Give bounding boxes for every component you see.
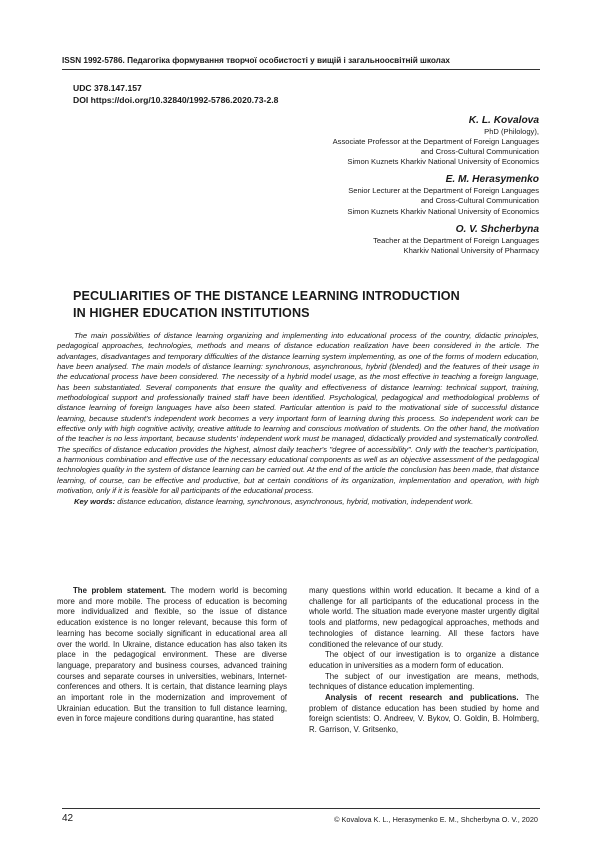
article-meta	[73, 82, 278, 106]
author-affiliation: Associate Professor at the Department of Foreign Languages	[332, 137, 539, 147]
abstract-text: The main possibilities of distance learning organizing and implementing into educational process of the country, didactic principles, pedagogical approaches, technologies, methods and means of distance education realization have been considered in the article. The advantages, disadvantages and temporary difficulties of the distance learning system implementing, as one of the forms of modern education, have been analysed. The main models of distance learning: synchronous, asynchronous, hybrid (blended) and the features of their usage in the educational process have been considered. The necessity of a hybrid model usage, as the most effective in teaching a foreign language, has been substantiated. Several components that ensure the quality and effectiveness of distance learning: technical support, training, methodological support and professionally trained staff have been identified. Psychological, pedagogical and methodological problems of distance learning of foreign languages have also been stated. Particular attention is paid to the motivational side of successful distance learning, because student's independent work becomes a very important form of learning during this process. So independent work can be effective only with high cognitive activity, creative attitude to learning and conscious motivation of students. On the other hand, the motivation of the teacher is no less important, because students' independent work must be managed, didactically provided and systematically controlled. The specifics of distance education provides the highest, almost daily teacher's "degree of accessibility". Only with the teacher's participation, a harmonious combination and effective use of the necessary educational components as well as an objective assessment of the pedagogical technologies quality in the system of distance learning can be carried out. At the end of the article the conclusion has been made, that distance learning, of course, can be effective and productive, but at certain conditions of its organization, implementation and operation, with high motivation, only if it is feasible for all participants of the educational process.	[57, 331, 539, 496]
doi-link[interactable]: DOI https://doi.org/10.32840/1992-5786.2020.73-2.8	[73, 95, 279, 105]
author-name: E. M. Herasymenko	[445, 174, 539, 186]
udc-code: UDC 378.147.157	[73, 83, 142, 93]
abstract	[57, 331, 539, 507]
paragraph-text: The problem of distance education has been studied by home and foreign scientists: O. Andreev, V. Bykov, O. Goldin, B. Holmberg, R. Garrison, V. Gritsenko,	[309, 693, 539, 735]
author-affiliation: and Cross-Cultural Communication	[420, 147, 539, 157]
paragraph	[57, 586, 287, 725]
body-column-right	[309, 586, 539, 736]
body-column-left	[57, 586, 287, 725]
paragraph: many questions within world education. It became a kind of a challenge for all participants of the educational process in the whole world. The situation made everyone master urgently digital tools and platforms, new pedagogical approaches, methods and technologies of distance learning. All these factors have conditioned the relevance of our study.	[309, 586, 539, 649]
footer-rule	[62, 808, 540, 809]
keywords-list: distance education, distance learning, synchronous, asynchronous, hybrid, motivation, independent work.	[115, 496, 474, 506]
keywords-label: Key words:	[74, 496, 116, 506]
title-line: IN HIGHER EDUCATION INSTITUTIONS	[73, 306, 310, 320]
author-affiliation: Simon Kuznets Kharkiv National University of Economics	[347, 157, 539, 167]
author-affiliation: Teacher at the Department of Foreign Languages	[373, 235, 539, 245]
author-affiliation: and Cross-Cultural Communication	[420, 196, 539, 206]
title-line: PECULIARITIES OF THE DISTANCE LEARNING INTRODUCTION	[73, 289, 460, 303]
paragraph: The subject of our investigation are means, methods, techniques of distance education implementing.	[309, 671, 539, 692]
page-number: 42	[62, 813, 74, 824]
author-affiliation: Kharkiv National University of Pharmacy	[403, 245, 539, 255]
author-affiliation: PhD (Philology),	[484, 127, 539, 136]
running-head: ISSN 1992-5786. Педагогіка формування творчої особистості у вищій і загальноосвітній школах	[62, 56, 450, 65]
article-title	[73, 288, 543, 322]
keywords	[57, 497, 539, 507]
paragraph: The object of our investigation is to organize a distance education in universities as a modern form of education.	[309, 650, 539, 670]
copyright-notice: © Kovalova K. L., Herasymenko E. M., Shcherbyna O. V., 2020	[334, 815, 538, 824]
author-name: K. L. Kovalova	[468, 115, 539, 126]
section-heading: Analysis of recent research and publications.	[325, 693, 519, 703]
section-heading: The problem statement.	[73, 586, 167, 595]
paragraph-text: The modern world is becoming more and more mobile. The process of education is becoming more individualized and flexible, so the issue of distance education existence is no longer relevant, because this form of learning has become socially significant in educational area all over the world. In Ukraine, distance education has also taken its place in the pedagogical environment. These are diverse language, preparatory and business courses, advanced training courses and separate courses in universities, webinars, Internet-conferences and others. It is certain, that distance learning plays an important role in the modernization and improvement of Ukrainian education. But the transition to full distance learning, even in force majeure conditions during quarantine, has stated	[57, 586, 287, 724]
author-affiliation: Senior Lecturer at the Department of Foreign Languages	[348, 186, 539, 196]
header-rule	[62, 69, 540, 70]
author-block	[239, 114, 539, 256]
paragraph	[309, 693, 539, 736]
author-affiliation: Simon Kuznets Kharkiv National University of Economics	[347, 206, 539, 216]
author-name: O. V. Shcherbyna	[455, 223, 539, 235]
